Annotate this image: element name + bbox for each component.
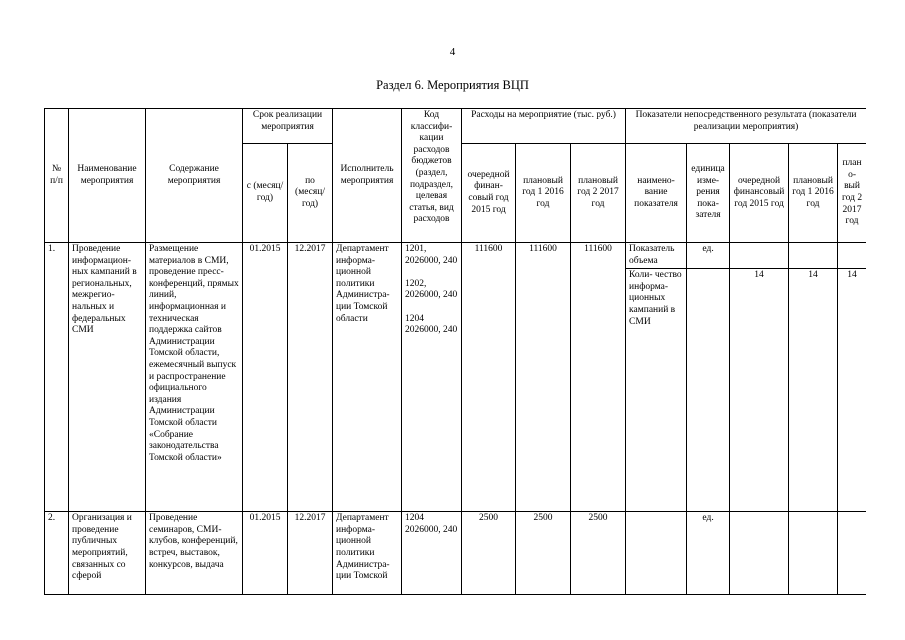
header-executor: Исполнитель мероприятия bbox=[333, 109, 402, 243]
row1-num: 1. bbox=[45, 243, 69, 512]
header-num: № п/п bbox=[45, 109, 69, 243]
row2-ind-plan1 bbox=[789, 512, 838, 595]
row1-to: 12.2017 bbox=[288, 243, 333, 512]
page-number: 4 bbox=[449, 46, 456, 58]
row1-exp-current: 111600 bbox=[462, 243, 516, 512]
section-title: Раздел 6. Мероприятия ВЦП bbox=[376, 78, 529, 92]
row1-ind1-current bbox=[730, 243, 789, 269]
row1-ind2-name: Коли- чество информа- ционных кампаний в СМИ bbox=[626, 269, 687, 512]
header-exp-plan1: плановый год 1 2016 год bbox=[516, 144, 571, 243]
row2-code: 1204 2026000, 240 bbox=[402, 512, 462, 595]
row1-ind1-plan1 bbox=[789, 243, 838, 269]
header-row-1 bbox=[45, 109, 867, 144]
row1-executor: Департамент информа- ционной политики Администра- ции Томской области bbox=[333, 243, 402, 512]
row2-ind-plan2 bbox=[838, 512, 866, 595]
activities-table-frame bbox=[44, 108, 866, 640]
row2-ind-current bbox=[730, 512, 789, 595]
row2-ind-name bbox=[626, 512, 687, 595]
row2-executor: Департамент информа- ционной политики Администра- ции Томской bbox=[333, 512, 402, 595]
header-term-from: с (месяц/ год) bbox=[243, 144, 288, 243]
activities-table bbox=[44, 108, 866, 595]
row2-from: 01.2015 bbox=[243, 512, 288, 595]
table-row bbox=[45, 512, 867, 595]
row1-ind1-unit: ед. bbox=[687, 243, 730, 269]
header-exp-plan2: плановый год 2 2017 год bbox=[571, 144, 626, 243]
header-term-to: по (месяц/ год) bbox=[288, 144, 333, 243]
row2-num: 2. bbox=[45, 512, 69, 595]
header-indicators: Показатели непосредственного результата (показатели реализации мероприятия) bbox=[626, 109, 866, 144]
header-term: Срок реализации мероприятия bbox=[243, 109, 333, 144]
header-name: Наименование мероприятия bbox=[69, 109, 146, 243]
header-content: Содержание мероприятия bbox=[146, 109, 243, 243]
row1-exp-plan1: 111600 bbox=[516, 243, 571, 512]
row1-name: Проведение информацион- ных кампаний в региональных, межрегио- нальных и федеральных СМИ bbox=[69, 243, 146, 512]
row2-exp-plan2: 2500 bbox=[571, 512, 626, 595]
header-ind-unit: единица изме- рения пока- зателя bbox=[687, 144, 730, 243]
row2-content: Проведение семинаров, СМИ- клубов, конференций, встреч, выставок, конкурсов, выдача bbox=[146, 512, 243, 595]
row1-from: 01.2015 bbox=[243, 243, 288, 512]
row1-ind1-plan2 bbox=[838, 243, 866, 269]
row1-ind2-unit bbox=[687, 269, 730, 512]
header-code: Код классифи- кации расходов бюджетов (раздел, подраздел, целевая статья, вид расходов bbox=[402, 109, 462, 243]
row2-to: 12.2017 bbox=[288, 512, 333, 595]
row1-ind2-plan2: 14 bbox=[838, 269, 866, 512]
header-ind-plan2: плано- вый год 2 2017 год bbox=[838, 144, 866, 243]
row2-name: Организация и проведение публичных мероприятий, связанных со сферой bbox=[69, 512, 146, 595]
row1-ind1-name: Показатель объема bbox=[626, 243, 687, 269]
header-expenses: Расходы на мероприятие (тыс. руб.) bbox=[462, 109, 626, 144]
header-ind-current: очередной финансовый год 2015 год bbox=[730, 144, 789, 243]
header-ind-plan1: плановый год 1 2016 год bbox=[789, 144, 838, 243]
row1-ind2-plan1: 14 bbox=[789, 269, 838, 512]
header-ind-name: наимено- вание показателя bbox=[626, 144, 687, 243]
table-row bbox=[45, 243, 867, 269]
row1-exp-plan2: 111600 bbox=[571, 243, 626, 512]
row2-exp-current: 2500 bbox=[462, 512, 516, 595]
row1-ind2-current: 14 bbox=[730, 269, 789, 512]
row1-code: 1201, 2026000, 240 1202, 2026000, 240 1204 2026000, 240 bbox=[402, 243, 462, 512]
header-exp-current: очередной финан- совый год 2015 год bbox=[462, 144, 516, 243]
row2-ind-unit: ед. bbox=[687, 512, 730, 595]
row2-exp-plan1: 2500 bbox=[516, 512, 571, 595]
row1-content: Размещение материалов в СМИ, проведение пресс- конференций, прямых линий, информационная и техническая поддержка сайтов Администрации Томской области, ежемесячный выпуск и распространение официального издания Администрации Томской области «Собрание законодательства Томской области» bbox=[146, 243, 243, 512]
